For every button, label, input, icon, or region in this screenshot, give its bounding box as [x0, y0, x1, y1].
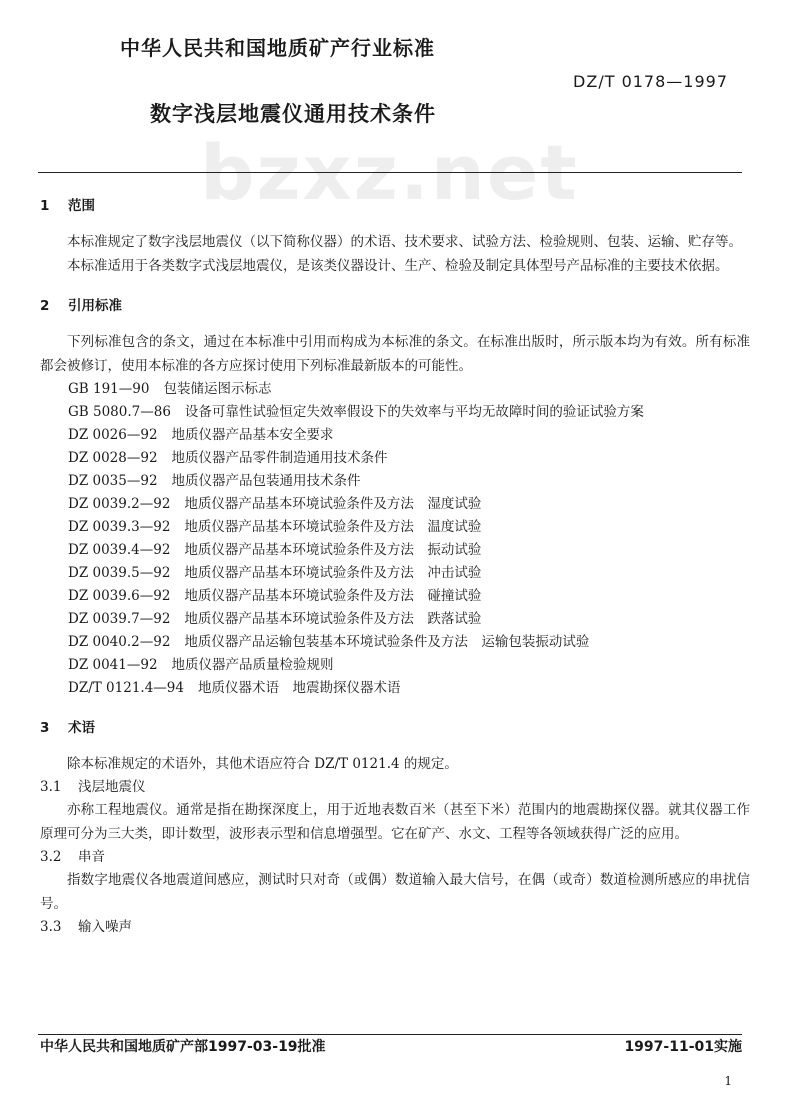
reference-name: 地质仪器产品基本环境试验条件及方法 冲击试验: [184, 565, 482, 581]
reference-code: DZ 0039.3—92: [68, 519, 171, 535]
reference-item: [40, 401, 750, 424]
section-heading: [40, 718, 750, 738]
reference-item: [40, 585, 750, 608]
page-number: 1: [724, 1074, 732, 1088]
reference-code: DZ 0040.2—92: [68, 634, 171, 650]
effective-date: 1997-11-01实施: [624, 1039, 742, 1055]
reference-name: 地质仪器产品包装通用技术条件: [171, 473, 361, 489]
subsection-heading: [40, 916, 750, 938]
reference-name: 地质仪器产品基本环境试验条件及方法 振动试验: [184, 542, 482, 558]
subsection-number: 3.3: [40, 919, 62, 935]
reference-item: [40, 631, 750, 654]
reference-name: 地质仪器产品基本环境试验条件及方法 跌落试验: [184, 611, 482, 627]
reference-code: DZ 0035—92: [68, 473, 158, 489]
section-heading: [40, 196, 750, 216]
reference-item: [40, 654, 750, 677]
reference-item: [40, 539, 750, 562]
reference-name: 包装储运图示标志: [163, 381, 272, 397]
reference-item: [40, 424, 750, 447]
reference-list: [40, 378, 750, 700]
reference-item: [40, 677, 750, 700]
reference-code: DZ 0041—92: [68, 657, 158, 673]
footer-divider: [38, 1034, 742, 1035]
reference-item: [40, 562, 750, 585]
reference-name: 地质仪器术语 地震勘探仪器术语: [197, 680, 401, 696]
subsection-title: 浅层地震仪: [78, 779, 146, 795]
section-heading: [40, 296, 750, 316]
reference-name: 地质仪器产品质量检验规则: [171, 657, 334, 673]
section-title: 引用标准: [68, 298, 122, 314]
subsection-heading: [40, 846, 750, 868]
subsection-title: 串音: [78, 849, 105, 865]
reference-code: DZ 0039.4—92: [68, 542, 171, 558]
reference-item: [40, 493, 750, 516]
reference-name: 地质仪器产品零件制造通用技术条件: [171, 450, 388, 466]
reference-name: 地质仪器产品基本环境试验条件及方法 碰撞试验: [184, 588, 482, 604]
reference-item: [40, 447, 750, 470]
subsection-title: 输入噪声: [78, 919, 132, 935]
reference-code: DZ 0039.5—92: [68, 565, 171, 581]
section-title: 术语: [68, 720, 95, 736]
standard-code: DZ/T 0178—1997: [573, 72, 728, 91]
paragraph: 本标准规定了数字浅层地震仪（以下简称仪器）的术语、技术要求、试验方法、检验规则、包装、运输、贮存等。: [67, 234, 742, 250]
document-body: [40, 196, 750, 938]
paragraph: 除本标准规定的术语外，其他术语应符合 DZ/T 0121.4 的规定。: [67, 756, 458, 772]
reference-name: 地质仪器产品基本环境试验条件及方法 湿度试验: [184, 496, 482, 512]
reference-item: [40, 378, 750, 401]
paragraph: 指数字地震仪各地震道间感应，测试时只对奇（或偶）数道输入最大信号，在偶（或奇）数道检测所感应的串扰信号。: [40, 872, 750, 912]
section-number: 2: [40, 298, 50, 314]
section-number: 1: [40, 198, 50, 214]
header-divider: [38, 172, 742, 173]
paragraph: 亦称工程地震仪。通常是指在勘探深度上，用于近地表数百米（甚至下米）范围内的地震勘探仪器。就其仪器工作原理可分为三大类，即计数型，波形表示型和信息增强型。它在矿产、水文、工程等各领域获得广泛的应用。: [40, 802, 750, 842]
subsection-number: 3.1: [40, 779, 62, 795]
subsection-heading: [40, 776, 750, 798]
reference-item: [40, 608, 750, 631]
reference-code: DZ/T 0121.4—94: [68, 680, 184, 696]
reference-name: 设备可靠性试验恒定失效率假设下的失效率与平均无故障时间的验证试验方案: [184, 404, 644, 420]
reference-name: 地质仪器产品运输包装基本环境试验条件及方法 运输包装振动试验: [184, 634, 590, 650]
reference-code: DZ 0039.2—92: [68, 496, 171, 512]
reference-code: GB 5080.7—86: [68, 404, 171, 420]
paragraph: 下列标准包含的条文，通过在本标准中引用而构成为本标准的条文。在标准出版时，所示版本均为有效。所有标准都会被修订，使用本标准的各方应探讨使用下列标准最新版本的可能性。: [40, 334, 750, 374]
approval-date: 中华人民共和国地质矿产部1997-03-19批准: [40, 1039, 326, 1055]
paragraph: 本标准适用于各类数字式浅层地震仪，是该类仪器设计、生产、检验及制定具体型号产品标准的主要技术依据。: [67, 258, 729, 274]
watermark: bzxz.net: [200, 128, 579, 217]
reference-name: 地质仪器产品基本安全要求: [171, 427, 334, 443]
reference-item: [40, 516, 750, 539]
reference-item: [40, 470, 750, 493]
section-title: 范围: [68, 198, 95, 214]
reference-code: GB 191—90: [68, 381, 150, 397]
reference-code: DZ 0039.6—92: [68, 588, 171, 604]
subsection-number: 3.2: [40, 849, 62, 865]
issuing-body-header: 中华人民共和国地质矿产行业标准: [120, 36, 435, 60]
reference-code: DZ 0026—92: [68, 427, 158, 443]
reference-code: DZ 0028—92: [68, 450, 158, 466]
reference-name: 地质仪器产品基本环境试验条件及方法 温度试验: [184, 519, 482, 535]
reference-code: DZ 0039.7—92: [68, 611, 171, 627]
document-title: 数字浅层地震仪通用技术条件: [150, 102, 436, 126]
section-number: 3: [40, 720, 50, 736]
